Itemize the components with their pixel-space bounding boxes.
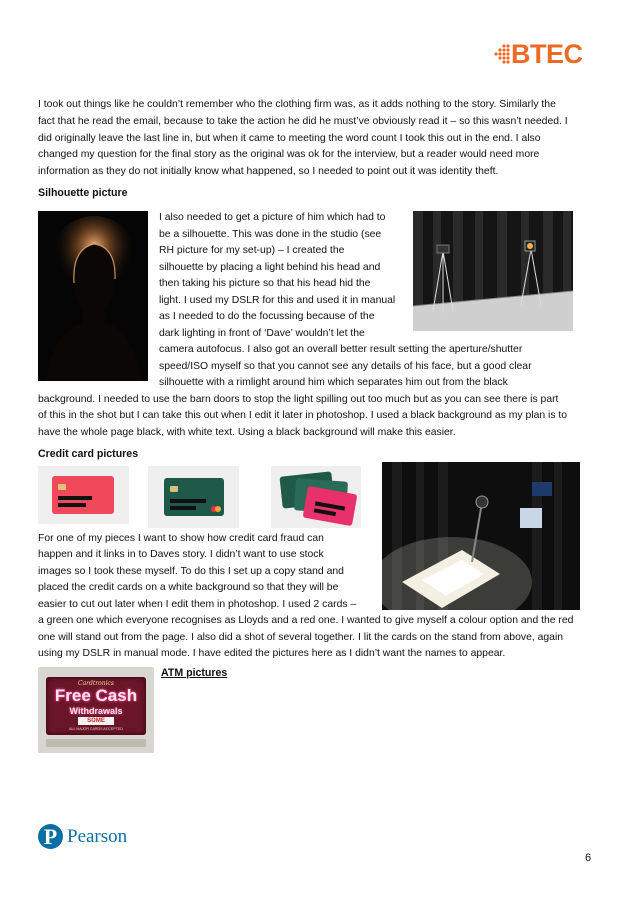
silhouette-line: I also needed to get a picture of him which had to <box>159 212 386 223</box>
intro-line: did originally leave the last line in, but when it came to meeting the word count I took this out in the end. I also <box>38 133 541 144</box>
intro-line: changed my question for the final story as the original was ok for the interview, but a reader would need more <box>38 149 540 160</box>
atm-free-cash: Free Cash <box>54 686 138 705</box>
credit-line: a green one which everyone recognises as Lloyds and a red one. I wanted to give myself a colour option and the red <box>38 615 574 626</box>
intro-line: information as they do not initially know what happened, so I needed to point out it was identity theft. <box>38 166 499 177</box>
intro-line: I took out things like he couldn’t remember who the clothing firm was, as it adds nothing to the story. Similarly the <box>38 99 556 110</box>
silhouette-heading: Silhouette picture <box>38 187 128 199</box>
studio-setup-photo <box>413 211 573 331</box>
credit-line: placed the credit cards on a white background so that they will be <box>38 582 339 593</box>
btec-dots-icon <box>494 44 512 66</box>
silhouette-line: of this in the shot but I can take this out when I edit it later in photoshop. I used a black background as my plan is to <box>38 410 568 421</box>
atm-withdrawals: Withdrawals <box>69 706 123 716</box>
pearson-logo-text: Pearson <box>67 826 128 847</box>
atm-cards-accepted: ALL MAJOR CARDS ACCEPTED <box>69 727 123 731</box>
credit-line: one will stand out from the page. I also did a shot of several together. I lit the cards on the stand from above, again <box>38 632 564 643</box>
silhouette-line: silhouette by placing a light behind his head and <box>159 262 381 273</box>
btec-logo-text: BTEC <box>511 39 583 69</box>
credit-line: using my DSLR in manual mode. I have edited the pictures here as I didn’t want the names to appear. <box>38 648 506 659</box>
silhouette-line: silhouette with a rimlight around him which separates him out from the black <box>159 377 508 388</box>
btec-logo <box>494 38 594 70</box>
silhouette-line: RH picture for my set-up) – I created the <box>159 245 345 256</box>
atm-bezel <box>46 739 146 747</box>
pearson-logo-icon: P <box>38 824 63 849</box>
multiple-cards-photo <box>271 466 361 528</box>
page-number: 6 <box>585 852 592 864</box>
credit-line: easier to cut out later when I edit them in photoshop. I used 2 cards – <box>38 599 357 610</box>
credit-line: images so I took these myself. To do this I set up a copy stand and <box>38 566 344 577</box>
silhouette-photo <box>38 211 148 381</box>
atm-photo <box>38 667 154 753</box>
credit-line: happen and it links in to Daves story. I didn’t want to use stock <box>38 549 324 560</box>
silhouette-line: be a silhouette. This was done in the studio (see <box>159 229 382 240</box>
silhouette-line: camera autofocus. I also got an overall better result setting the aperture/shutter <box>159 344 523 355</box>
atm-sign: SOME <box>78 717 114 725</box>
silhouette-line: then taking his picture so that his head hid the <box>159 278 371 289</box>
silhouette-line: have the whole page black, with white text. Using a black background will make this easier. <box>38 427 456 438</box>
credit-card-heading: Credit card pictures <box>38 448 139 460</box>
silhouette-line: background. I needed to use the barn doors to stop the light spilling out too much but as you can see there is part <box>38 394 559 405</box>
silhouette-line: as I needed to do the focussing because of the <box>159 311 375 322</box>
copy-stand-photo <box>382 462 580 610</box>
silhouette-line: light. I used my DSLR for this and used it in manual <box>159 295 396 306</box>
credit-line: For one of my pieces I want to show how credit card fraud can <box>38 533 324 544</box>
atm-brand: Cardtronics <box>78 680 114 687</box>
silhouette-line: speed/ISO myself so that you cannot see any details of his face, but a good clear <box>159 361 532 372</box>
red-card-photo <box>38 466 129 524</box>
atm-heading: ATM pictures <box>161 667 228 679</box>
intro-line: fact that he read the email, because to take the action he did he must’ve obviously read it – so this wasn’t needed. I <box>38 116 568 127</box>
green-card-photo <box>148 466 239 528</box>
atm-screen <box>46 677 146 735</box>
silhouette-line: dark lighting in front of ‘Dave’ wouldn’t let the <box>159 328 365 339</box>
